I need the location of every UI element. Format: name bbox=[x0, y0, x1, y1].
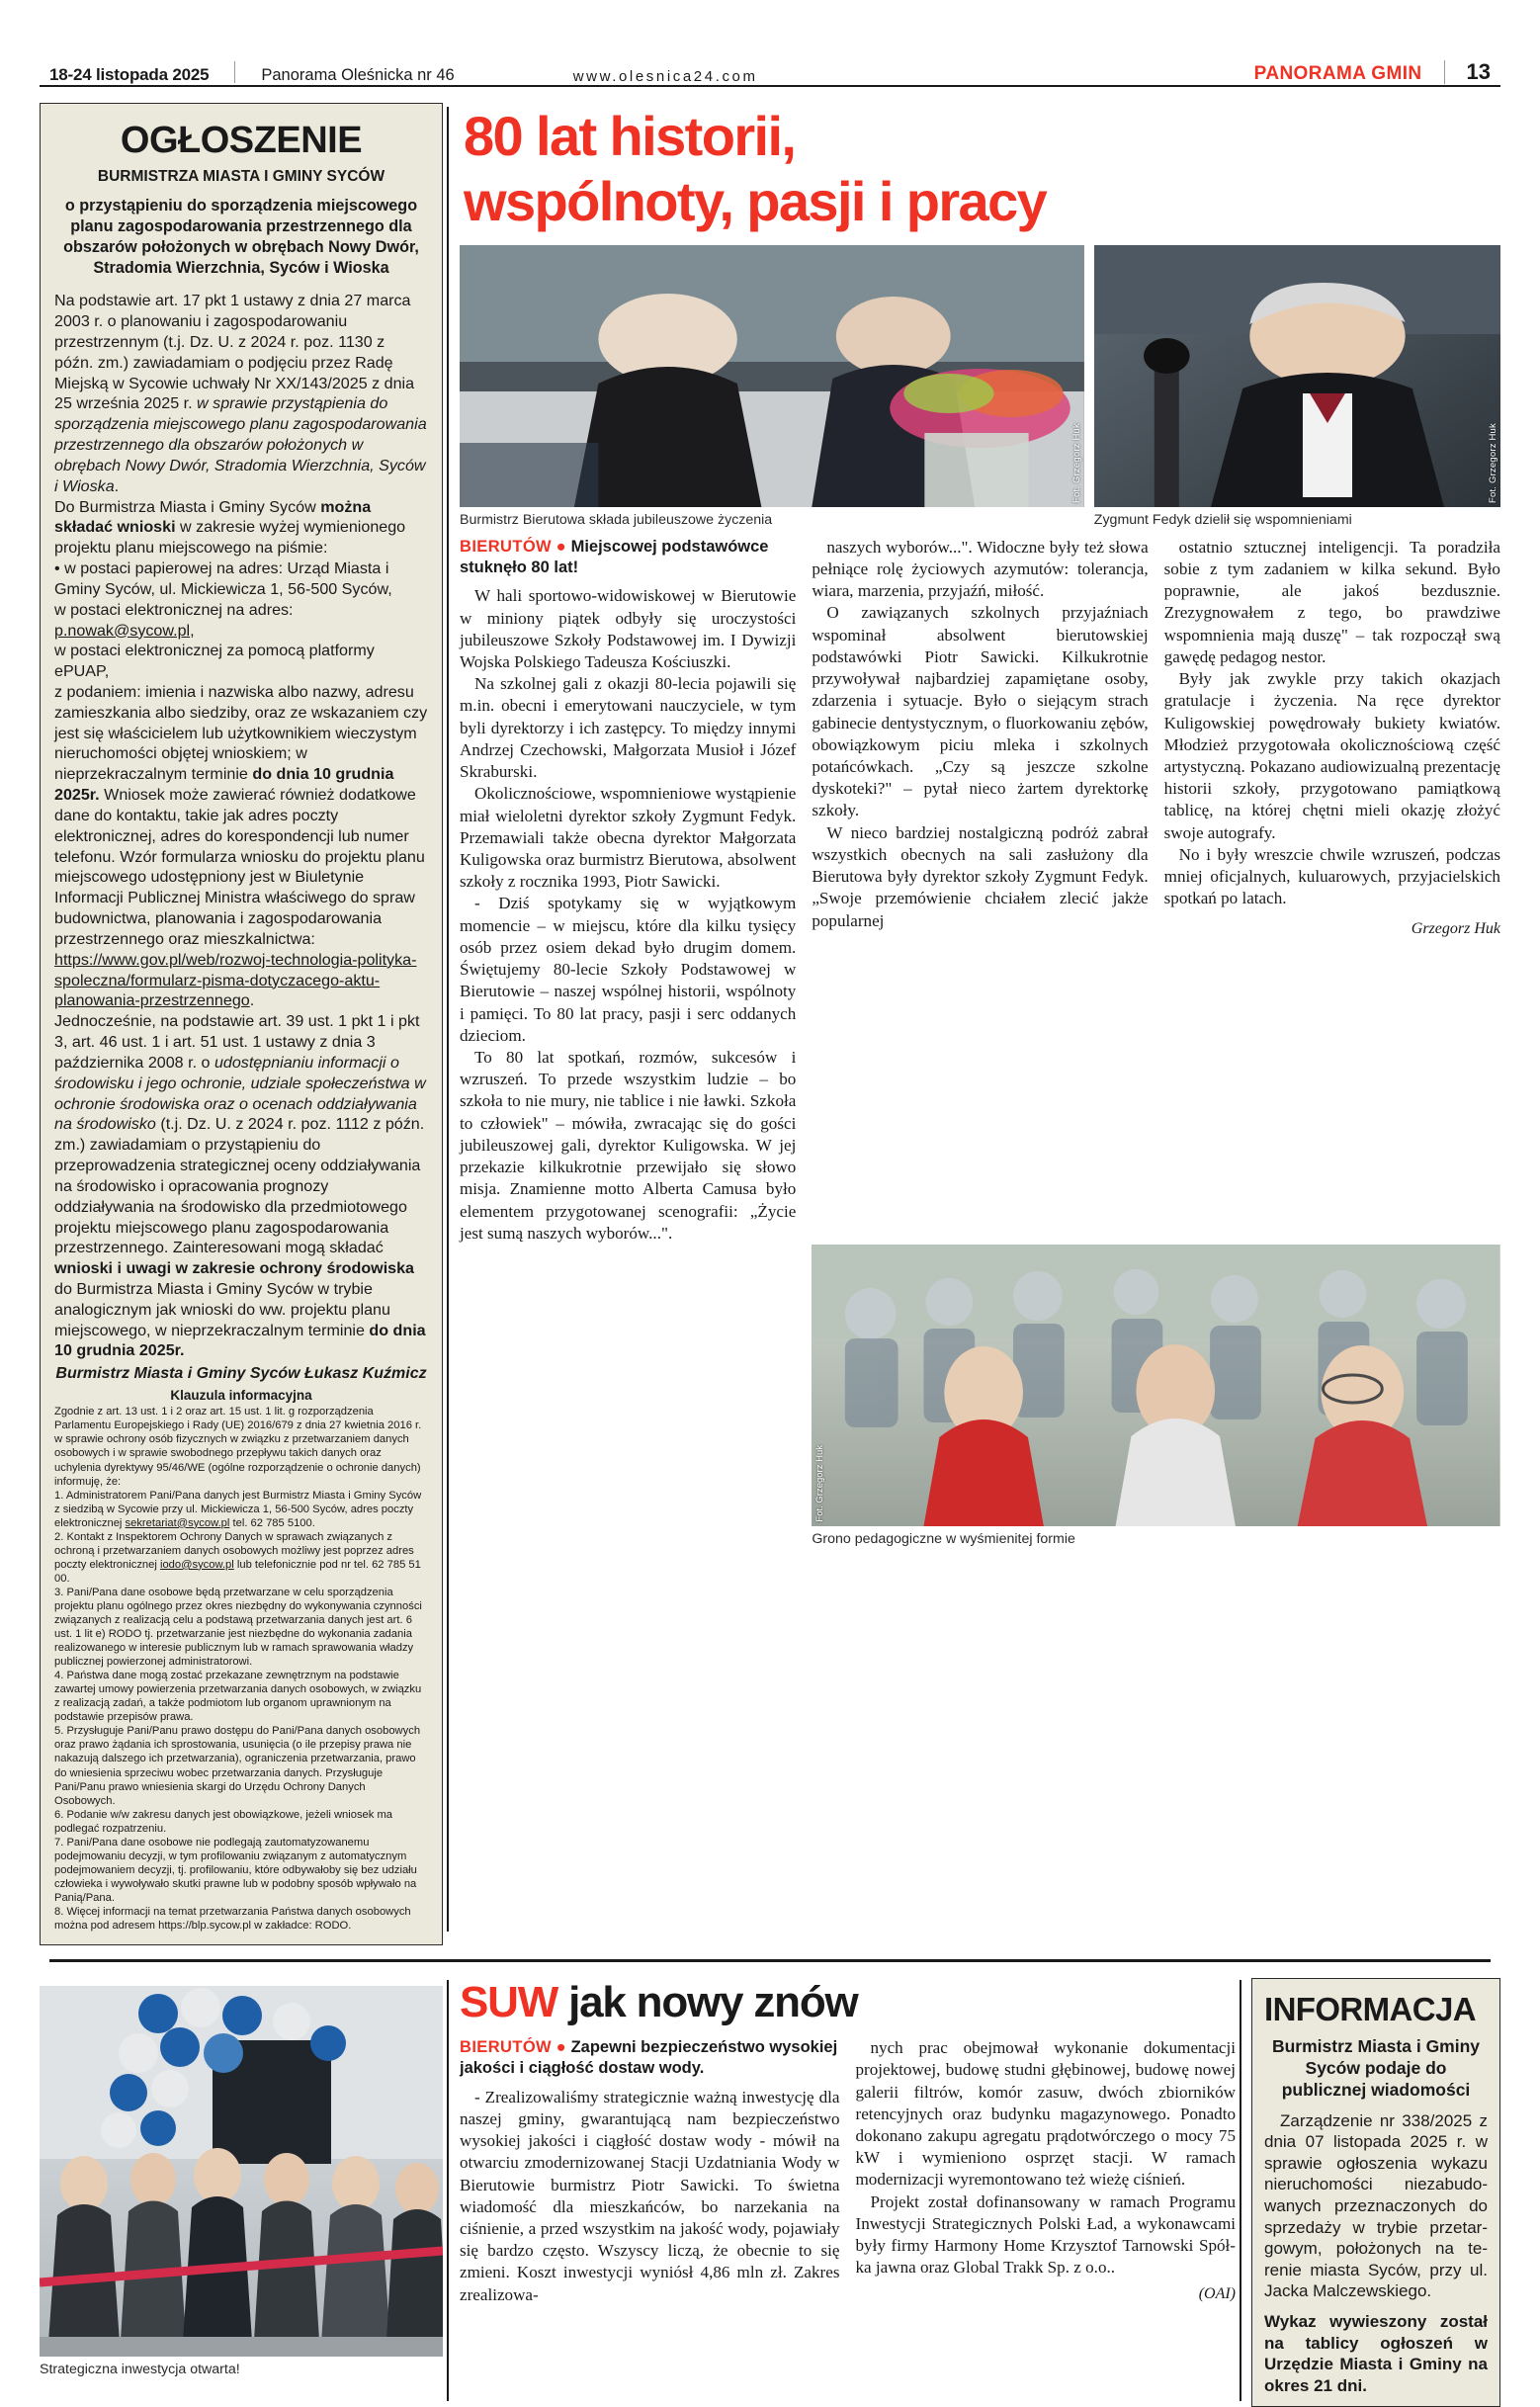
suw-col2-body bbox=[856, 2037, 1237, 2278]
photo-credit-2: Fot. Grzegorz Huk bbox=[1488, 422, 1498, 503]
ann-p1-a: Na podstawie art. 17 pkt 1 ustawy z dnia 27 marca 2003 r. o planowaniu i zagospodarowaniu przestrzennym (t.j. Dz. U. z 2024 r. poz. 1130 z późn. zm.) zawiadamiam o podjęciu przez Radę Miejską w Sycowie uchwały Nr XX/143/2025 z dnia 25 września 2025 r. bbox=[54, 292, 415, 413]
announcement-box bbox=[40, 103, 443, 1945]
suw-lede-bullet-icon: ● bbox=[556, 2038, 566, 2057]
suw-byline: (OAI) bbox=[1198, 2284, 1236, 2302]
suw-headline-black: jak nowy znów bbox=[557, 1978, 858, 2027]
announcement-email-link[interactable]: p.nowak@sycow.pl bbox=[54, 621, 191, 640]
section-divider bbox=[49, 1959, 1491, 1962]
photo-caption-1: Burmistrz Bierutowa składa jubileuszowe życzenia bbox=[460, 511, 773, 528]
masthead-paper-name: Panorama Oleśnicka nr 46 bbox=[261, 66, 455, 84]
paragraph: W hali sportowo-widowiskowej w Bierutowie w miniony piątek odbyły się uroczystości jubileuszowe Szkoły Podstawowej im. I Dywizji Wojska Polskiego Tadeusza Kościuszki. bbox=[460, 586, 797, 672]
ann-p6-a: z podaniem: imienia i nazwiska albo nazwy, adresu zamieszkania albo siedziby, oraz ze wskazaniem czy jest się właścicielem lub użytkownikiem wieczystym nieruchomości objętej wnioskiem; w nieprzekraczalnym terminie bbox=[54, 682, 428, 784]
announcement-subtitle-subject: o przystąpieniu do sporządzenia miejscowego planu zagospodarowania przestrzennego dla obszarów położonych w obrębach Nowy Dwór, Stradomia Wierzchnia, Syców i Wioska bbox=[63, 197, 419, 278]
paragraph: Okolicznościowe, wspomnieniowe wystąpienie miał wieloletni dyrektor szkoły Zygmunt Fedyk. Przemawiali także obecna dyrektor Małgorzata Kuligowska oraz burmistrz Bierutowa, absolwent szkoły z rocznika 1993, Piotr Sawicki. bbox=[460, 784, 797, 892]
informacja-header: Burmistrz Miasta i Gminy Syców podaje do publicznej wiadomości bbox=[1271, 2036, 1481, 2100]
photo-bierutow-mayor bbox=[460, 245, 1084, 507]
ann-p7-italic: udostępnianiu informacji o środowisku i jego ochronie, udziale społeczeństwa w ochronie środowiska oraz o ocenach oddziaływania na środowisko bbox=[54, 1053, 426, 1134]
main-article-headline bbox=[464, 107, 1500, 231]
headline-line-1: 80 lat historii, bbox=[464, 105, 796, 167]
clause-item-2-email[interactable]: iodo@sycow.pl bbox=[159, 1558, 234, 1571]
paragraph: To 80 lat spotkań, rozmów, sukcesów i wzruszeń. To przede wszystkim ludzie – bo szkoła to nie mury, nie tablice i nie ławki. Szkoła to człowiek" – mówiła, zwracając się do gości jubileuszowej gali, dyrektor Kuligowska. W jej przekazie kilkukrotnie przewijało się słowo misja. Znamienne motto Alberta Camusa było elementem przygotowanej scenografii: „Życie jest sumą naszych wyborów...". bbox=[460, 1047, 797, 1243]
clause-item-1-tail: tel. 62 785 5100. bbox=[229, 1516, 315, 1529]
suw-photo-caption: Strategiczna inwestycja otwarta! bbox=[40, 2362, 240, 2378]
ann-p2-a: Do Burmistrza Miasta i Gminy Syców bbox=[54, 497, 321, 516]
lede-text: Miejscowej podstawówce stuknęło 80 lat! bbox=[460, 537, 769, 577]
suw-lede-place: BIERUTÓW bbox=[460, 2038, 553, 2057]
ann-p7-deadline: do dnia 10 grudnia 2025r. bbox=[54, 1321, 426, 1360]
announcement-title: OGŁOSZENIE bbox=[120, 120, 363, 161]
informacja-box bbox=[1251, 1978, 1500, 2407]
photo-teaching-staff-image bbox=[812, 1245, 1500, 1526]
paragraph: Były jak zwykle przy takich okazjach gratulacje i życzenia. Na ręce dyrektor Kuligowskiej powędrowały bukiety kwiatów. Młodzież przygotowała okolicznościową część artystyczną. Pokazano audiowizualną prezentację historii szkoły, przygotowano pamiątkową tablicę, na której chętni mieli okazję złożyć swoje autografy. bbox=[1163, 669, 1500, 842]
masthead-divider bbox=[234, 61, 235, 83]
privacy-clause-title: Klauzula informacyjna bbox=[170, 1388, 312, 1404]
photo-teaching-staff bbox=[812, 1245, 1500, 1526]
paragraph: ostatnio sztucznej inteligencji. Ta poradziła sobie z tym zadaniem w kilka sekund. Było poprawnie, ale jakoś bezdusznie. Zrezygnowałem z tego, bo prawdziwe wspomnienia mają duszę" – tak rozpoczął swą gawędę pedagog nestor. bbox=[1163, 537, 1500, 666]
privacy-clause-body bbox=[54, 1405, 428, 1933]
article-col2-body bbox=[812, 537, 1148, 932]
suw-headline bbox=[460, 1978, 1236, 2027]
paragraph: No i były wreszcie chwile wzruszeń, podczas mniej oficjalnych, kuluarowych, przyjacielskich spotkań po latach. bbox=[1163, 844, 1500, 908]
newspaper-page bbox=[0, 42, 1540, 2395]
announcement-paragraph-4 bbox=[54, 600, 428, 642]
announcement-subtitle-authority: BURMISTRZA MIASTA I GMINY SYCÓW bbox=[97, 168, 385, 185]
suw-article bbox=[443, 1978, 1236, 2407]
suw-col1-body bbox=[460, 2087, 840, 2306]
informacja-paragraph-1: Zarządzenie nr 338/2025 z dnia 07 listopada 2025 r. w sprawie ogłoszenia wykazu nieruchomości niezabudowanych przeznaczonych do sprzedaży w trybie przetargowym, położonych na terenie miasta Syców, przy ul. Jacka Malczewskiego. bbox=[1264, 2110, 1488, 2301]
top-section bbox=[40, 103, 1500, 1945]
announcement-paragraph-3: • w postaci papierowej na adres: Urząd Miasta i Gminy Syców, ul. Mickiewicza 1, 56-500 Syców, bbox=[54, 559, 392, 598]
photo-zygmunt-fedyk-image bbox=[1094, 245, 1500, 507]
lede-place: BIERUTÓW bbox=[460, 537, 553, 556]
clause-item-3: 3. Pani/Pana dane osobowe będą przetwarzane w celu sporządzenia projektu planu ogólnego przez okres niezbędny do wykonywania czynności związanych z realizacją celu a podstawą przetwarzania danych jest art. 6 ust. 1 lit e) RODO tj. przetwarzanie jest niezbędne do wykonania zadania realizowanego w interesie publicznym lub w ramach sprawowania władzy publicznej powierzonej administratorowi. bbox=[54, 1586, 422, 1669]
announcement-paragraph-7 bbox=[54, 1011, 428, 1361]
paragraph: O zawiązanych szkolnych przyjaźniach wspominał absolwent bierutowskiej podstawówki Piotr Sawicki. Kilkukrotnie przywoływał najbardziej zapamiętane osoby, zdarzenia i sytuacje. Było o siejącym strach gabinecie dentystycznym, o fluorkowaniu zębów, obowiązkowym piciu mleka i szkolnych potańcówkach. „Czy są jeszcze szkolne dyskoteki?" – pytał nieco żartem dyrektorkę szkoły. bbox=[812, 603, 1149, 820]
masthead-date: 18-24 listopada 2025 bbox=[49, 65, 210, 84]
clause-item-1-text: 1. Administratorem Pani/Pana danych jest Burmistrz Miasta i Gminy Syców z siedzibą w Sycowie przy ul. Mickiewicza 1, 56-500 Syców, adres poczty elektronicznej bbox=[54, 1489, 422, 1529]
ann-p1-end: . bbox=[114, 476, 120, 495]
paragraph: naszych wyborów...". Widoczne były też słowa pełniące rolę życiowych azymutów: tolerancja, wiara, marzenia, przyjaźń, miłość. bbox=[812, 537, 1149, 601]
suw-headline-red: SUW bbox=[460, 1978, 558, 2027]
paragraph: Na szkolnej gali z okazji 80-lecia pojawili się m.in. obecni i emerytowani nauczyciele, w tym byli dyrektorzy i ich zastępcy. To między innymi Andrzej Czechowski, Małgorzata Musioł i Józef Skraburski. bbox=[460, 674, 797, 782]
paragraph: - Zrealizowaliśmy strategicznie ważną inwestycję dla naszej gminy, gwarantującą nam bezpieczeństwo wysokiej jakości i ciągłość dostaw wody - mówił na otwarciu zmodernizowanej Stacji Uzdatniania Wody w Bierutowie burmistrz Piotr Sawicki. To świetna wiadomość dla mieszkańców, bo narzekania na ciśnienie, a przed wszystkim na jakość wody, pojawiały się bardzo często. Wszyscy liczą, że obecnie to się zmieni. Koszt inwestycji wyniósł 4,86 mln zł. Zakres zrealizowa- bbox=[460, 2087, 840, 2304]
announcement-paragraph-1 bbox=[54, 291, 428, 496]
photo-suw-opening-image bbox=[40, 1986, 443, 2357]
photo-credit: Fot. Grzegorz Huk bbox=[1070, 422, 1082, 503]
headline-line-2: wspólnoty, pasji i pracy bbox=[464, 169, 1047, 232]
announcement-signature: Burmistrz Miasta i Gminy Syców Łukasz Kuźmicz bbox=[55, 1365, 427, 1383]
masthead-divider-2 bbox=[1444, 60, 1445, 84]
main-article bbox=[443, 103, 1500, 1945]
announcement-paragraph-5: w postaci elektronicznej za pomocą platformy ePUAP, bbox=[54, 642, 375, 681]
informacja-paragraph-2: Wykaz wywieszony został na tablicy ogłoszeń w Urzędzie Miasta i Gminy na okres 21 dni. bbox=[1264, 2311, 1488, 2395]
photo-caption-3: Grono pedagogiczne w wyśmienitej formie bbox=[812, 1530, 1075, 1547]
ann-p6-deadline: do dnia 10 grudnia 2025r. bbox=[54, 765, 394, 805]
ann-p4-a: w postaci elektronicznej na adres: bbox=[54, 600, 294, 619]
ann-p2-bold: można składać wnioski bbox=[54, 497, 372, 537]
ann-p7-bold: wnioski i uwagi w zakresie ochrony środowiska bbox=[54, 1259, 415, 1278]
masthead bbox=[40, 42, 1500, 87]
ann-p4-b: , bbox=[190, 621, 195, 640]
article-byline: Grzegorz Huk bbox=[1411, 919, 1500, 937]
photo-suw-opening bbox=[40, 1986, 443, 2357]
announcement-body bbox=[54, 291, 428, 1361]
main-photo-row bbox=[460, 245, 1500, 507]
ann-p7-d: do Burmistrza Miasta i Gminy Syców w trybie analogicznym jak wnioski do ww. projektu planu miejscowego, w nieprzekraczalnym terminie bbox=[54, 1280, 390, 1339]
masthead-section-brand: PANORAMA GMIN bbox=[1253, 63, 1422, 84]
ann-p6-d: . bbox=[249, 991, 255, 1010]
suw-photo-column bbox=[40, 1978, 443, 2407]
informacja-column bbox=[1236, 1978, 1500, 2407]
ann-p7-a: Jednocześnie, na podstawie art. 39 ust. 1 pkt 1 i pkt 3, art. 46 ust. 1 i art. 51 ust. 1 ustawy z dnia 3 października 2008 r. o bbox=[54, 1012, 420, 1072]
photo-bierutow-mayor-image bbox=[460, 245, 1084, 507]
bottom-section bbox=[40, 1978, 1500, 2407]
main-photo-captions bbox=[460, 512, 1500, 528]
photo-zygmunt-fedyk bbox=[1094, 245, 1500, 507]
announcement-paragraph-6 bbox=[54, 682, 428, 1011]
clause-item-2 bbox=[54, 1530, 428, 1586]
clause-item-1-email[interactable]: sekretariat@sycow.pl bbox=[125, 1516, 230, 1529]
ann-p1-italic: w sprawie przystąpienia do sporządzenia miejscowego planu zagospodarowania przestrzennego dla obszarów położonych w obrębach Nowy Dwór, Stradomia Wierzchnia, Syców i Wioska bbox=[54, 394, 427, 495]
suw-lede-text: Zapewni bezpieczeństwo wysokiej jakości i ciągłość dostaw wody. bbox=[460, 2038, 838, 2078]
paragraph: W nieco bardziej nostalgiczną podróż zabrał wszystkich obecnych na sali zasłużony dla Bierutowa były dyrektor szkoły Zygmunt Fedyk. „Swoje przemówienie chciałem zlecić jakże popularnej bbox=[812, 822, 1149, 930]
ann-p6-c: Wniosek może zawierać również dodatkowe dane do kontaktu, takie jak adres poczty elektronicznej, adres do korespondencji lub numer telefonu. Wzór formularza wniosku do projektu planu miejscowego udostępniony jest w Biuletynie Informacji Publicznej Ministra właściwego do spraw budownictwa, planowania i zagospodarowania przestrzennego oraz mieszkalnictwa: bbox=[54, 786, 425, 948]
clause-item-5: 5. Przysługuje Pani/Panu prawo dostępu do Pani/Pana danych osobowych oraz prawo żądania ich sprostowania, usunięcia (o ile przepisy prawa nie nakazują dalszego ich przetwarzania), ograniczenia przetwarzania, prawo do wniesienia sprzeciwu wobec przetwarzania danych. Przysługuje Pani/Panu prawo wniesienia skargi do Urzędu Ochrony Danych Osobowych. bbox=[54, 1725, 421, 1807]
clause-item-2-tail: lub telefonicznie pod nr tel. 62 785 51 00. bbox=[54, 1558, 421, 1585]
clause-item-4: 4. Państwa dane mogą zostać przekazane zewnętrznym na podstawie zawartej umowy powierzenia przetwarzania danych osobowych, w związku z realizacją zadań, a także podmiotom lub organom uprawnionym na podstawie przepisów prawa. bbox=[54, 1670, 422, 1724]
ann-p2-c: w zakresie wyżej wymienionego projektu planu miejscowego na piśmie: bbox=[54, 518, 406, 558]
masthead-website-url: www.olesnica24.com bbox=[572, 68, 758, 85]
article-lede bbox=[460, 537, 796, 579]
paragraph: - Dziś spotykamy się w wyjątkowym momencie – w miejscu, które dla kilku tysięcy osób przez osiem dekad było drugim domem. Świętujemy 80-lecie Szkoły Podstawowej w Bierutowie – naszej wspólnej historii, wspólnoty i pamięci. To 80 lat pracy, pasji i serc oddanych dzieciom. bbox=[460, 894, 797, 1045]
clause-item-8: 8. Więcej informacji na temat przetwarzania Państwa danych osobowych można pod adresem https://blp.sycow.pl w zakładce: RODO. bbox=[54, 1906, 411, 1933]
paragraph: Projekt został dofinansowany w ramach Programu Inwestycji Strategicznych Polski Ład, a wykonawcami były firmy Harmony Home Krzysztof Tarnowski Spółka jawna oraz Global Trakk Sp. z o.o.. bbox=[855, 2192, 1236, 2278]
lede-bullet-icon: ● bbox=[556, 537, 566, 556]
suw-lede bbox=[460, 2037, 840, 2080]
clause-item-1 bbox=[54, 1489, 428, 1530]
page-number: 13 bbox=[1466, 59, 1491, 84]
clause-item-2-text: 2. Kontakt z Inspektorem Ochrony Danych w sprawach związanych z ochroną i przetwarzaniem danych osobowych możliwy jest poprzez adres poczty elektronicznej bbox=[54, 1530, 414, 1571]
photo-caption-2: Zygmunt Fedyk dzielił się wspomnieniami bbox=[1093, 511, 1352, 528]
announcement-paragraph-2 bbox=[54, 497, 428, 559]
announcement-form-link[interactable]: https://www.gov.pl/web/rozwoj-technologia-polityka-spoleczna/formularz-pisma-dotyczacego-aktu-planowania-przestrzennego bbox=[54, 950, 417, 1010]
clause-intro: Zgodnie z art. 13 ust. 1 i 2 oraz art. 15 ust. 1 lit. g rozporządzenia Parlamentu Europejskiego i Rady (UE) 2016/679 z dnia 27 kwietnia 2016 r. w sprawie ochrony osób fizycznych w związku z przetwarzaniem danych osobowych i w sprawie swobodnego przepływu takich danych oraz uchylenia dyrektywy 95/46/WE (ogólne rozporządzenie o ochronie danych) informuję, że: bbox=[54, 1406, 422, 1488]
clause-item-7: 7. Pani/Pana dane osobowe nie podlegają zautomatyzowanemu podejmowaniu decyzji, w tym profilowaniu związanym z automatycznym podejmowaniem decyzji, tj. profilowaniu, które odbywałoby się bez udziału człowieka i wywoływało skutki prawne lub w podobny sposób wpływało na Panią/Pana. bbox=[54, 1836, 417, 1904]
informacja-title: INFORMACJA bbox=[1264, 1991, 1476, 2028]
group-photo-row bbox=[460, 1007, 1500, 1547]
paragraph: nych prac obejmował wykonanie dokumentacji projektowej, budowę studni głębinowej, budowę nowej galerii filtrów, komór zasuw, dwóch zbiorników retencyjnych oraz budynku magazynowego. Ponadto dokonano zakupu agregatu prądotwórczego o mocy 75 kW i wymieniono osprzęt stacji. W ramach modernizacji wyremontowano też wieżę ciśnień. bbox=[855, 2038, 1236, 2190]
announcement-column bbox=[40, 103, 443, 1945]
ann-p7-b: (t.j. Dz. U. z 2024 r. poz. 1112 z późn. zm.) zawiadamiam o przystąpieniu do przeprowadzenia strategicznej oceny oddziaływania na środowisko i opracowania prognozy oddziaływania na środowisko dla przedmiotowego projektu miejscowego planu zagospodarowania przestrzennego. Zainteresowani mogą składać bbox=[54, 1115, 425, 1257]
article-col3-body bbox=[1164, 537, 1500, 910]
photo-credit-3: Fot. Grzegorz Huk bbox=[814, 1445, 826, 1522]
clause-item-6: 6. Podanie w/w zakresu danych jest obowiązkowe, jeżeli wniosek ma podlegać rozpatrzeniu. bbox=[54, 1808, 393, 1835]
